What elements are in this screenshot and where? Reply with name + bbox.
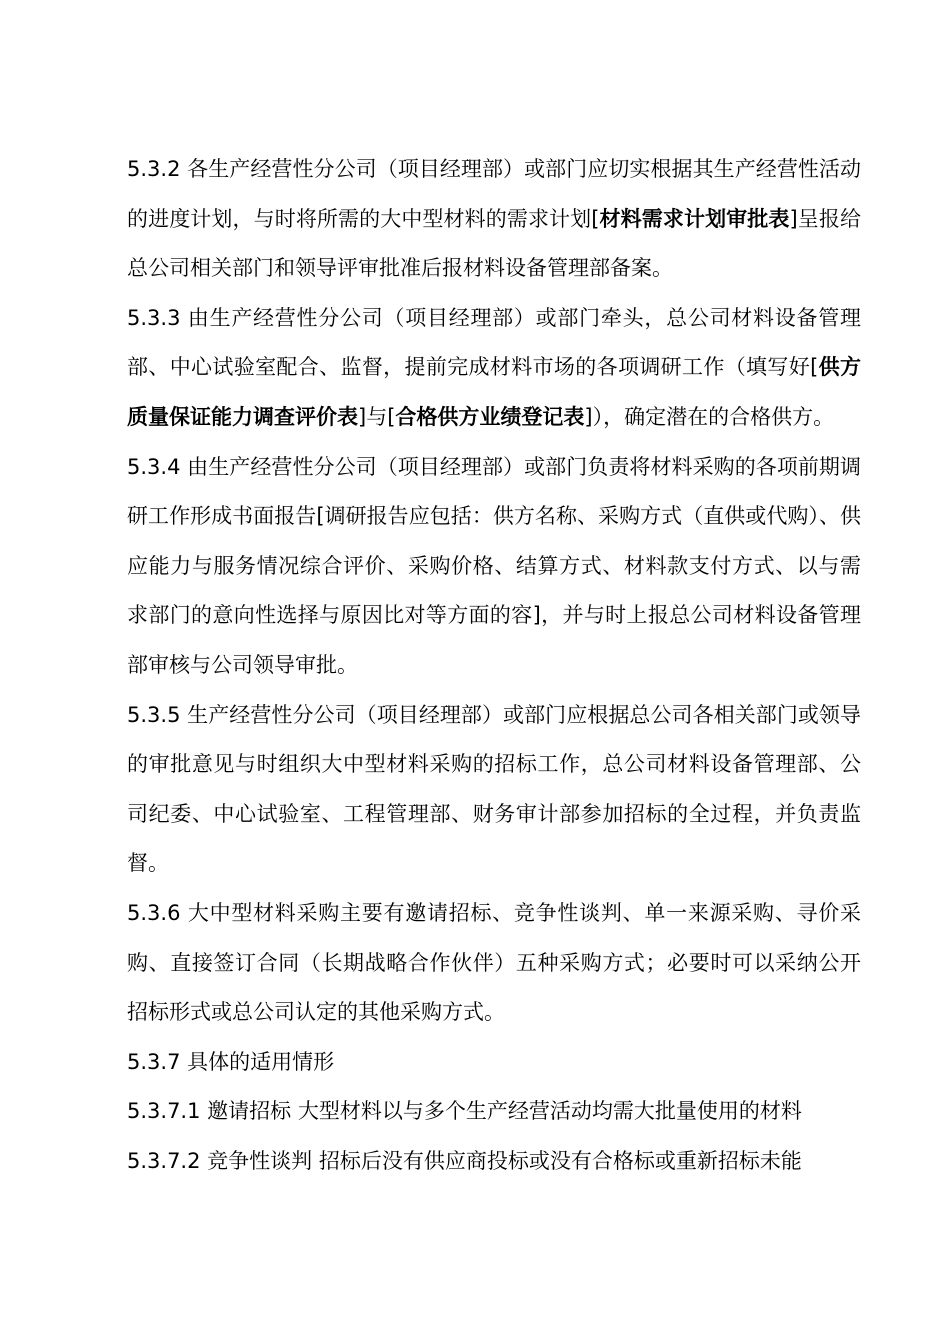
paragraph-5-3-7-1 <box>127 1087 861 1137</box>
text-run: 5.3.3 由生产经营性分公司（项目经理部）或部门牵头，总公司材料设备管理部、中心试验室配合、监督，提前完成材料市场的各项调研工作（填写好[ <box>127 305 861 380</box>
document-page <box>127 145 861 1186</box>
paragraph-5-3-5 <box>127 691 861 889</box>
text-run: 5.3.7.1 邀请招标 大型材料以与多个生产经营活动均需大批量使用的材料 <box>127 1099 802 1124</box>
paragraph-5-3-7-2 <box>127 1137 861 1187</box>
paragraph-5-3-2 <box>127 145 861 294</box>
text-run: 5.3.5 生产经营性分公司（项目经理部）或部门应根据总公司各相关部门或领导的审批意见与时组织大中型材料采购的招标工作，总公司材料设备管理部、公司纪委、中心试验室、工程管理部、财务审计部参加招标的全过程，并负责监督。 <box>127 702 861 876</box>
text-run: 5.3.7 具体的适用情形 <box>127 1049 335 1074</box>
text-run: 5.3.2 各生产经营性分公司（项目经理部）或部门应切实根据其生产经营性活动的进度计划，与时将所需的大中型材料的需求计划[ <box>127 157 861 231</box>
bold-text-run: 供方质量保证能力调查评价表 <box>127 355 861 429</box>
bold-text-run: 材料需求计划审批表 <box>599 206 790 231</box>
paragraph-5-3-7 <box>127 1038 861 1088</box>
text-run: ]呈报给总公司相关部门和领导评审批准后报材料设备管理部备案。 <box>127 206 861 281</box>
paragraph-5-3-6 <box>127 889 861 1038</box>
paragraph-5-3-4 <box>127 443 861 691</box>
text-run: ]与[ <box>358 404 396 429</box>
text-run: 5.3.6 大中型材料采购主要有邀请招标、竞争性谈判、单一来源采购、寻价采购、直接签订合同（长期战略合作伙伴）五种采购方式；必要时可以采纳公开招标形式或总公司认定的其他采购方式。 <box>127 900 861 1025</box>
text-run: 5.3.7.2 竞争性谈判 招标后没有供应商投标或没有合格标或重新招标未能 <box>127 1148 802 1173</box>
paragraph-5-3-3 <box>127 294 861 443</box>
text-run: ]），确定潜在的合格供方。 <box>584 404 835 429</box>
bold-text-run: 合格供方业绩登记表 <box>395 404 585 429</box>
text-run: 5.3.4 由生产经营性分公司（项目经理部）或部门负责将材料采购的各项前期调研工作形成书面报告[调研报告应包括：供方名称、采购方式（直供或代购）、供应能力与服务情况综合评价、采购价格、结算方式、材料款支付方式、以与需求部门的意向性选择与原因比对等方面的容]，并与时上报总公司材料设备管理部审核与公司领导审批。 <box>127 454 861 677</box>
